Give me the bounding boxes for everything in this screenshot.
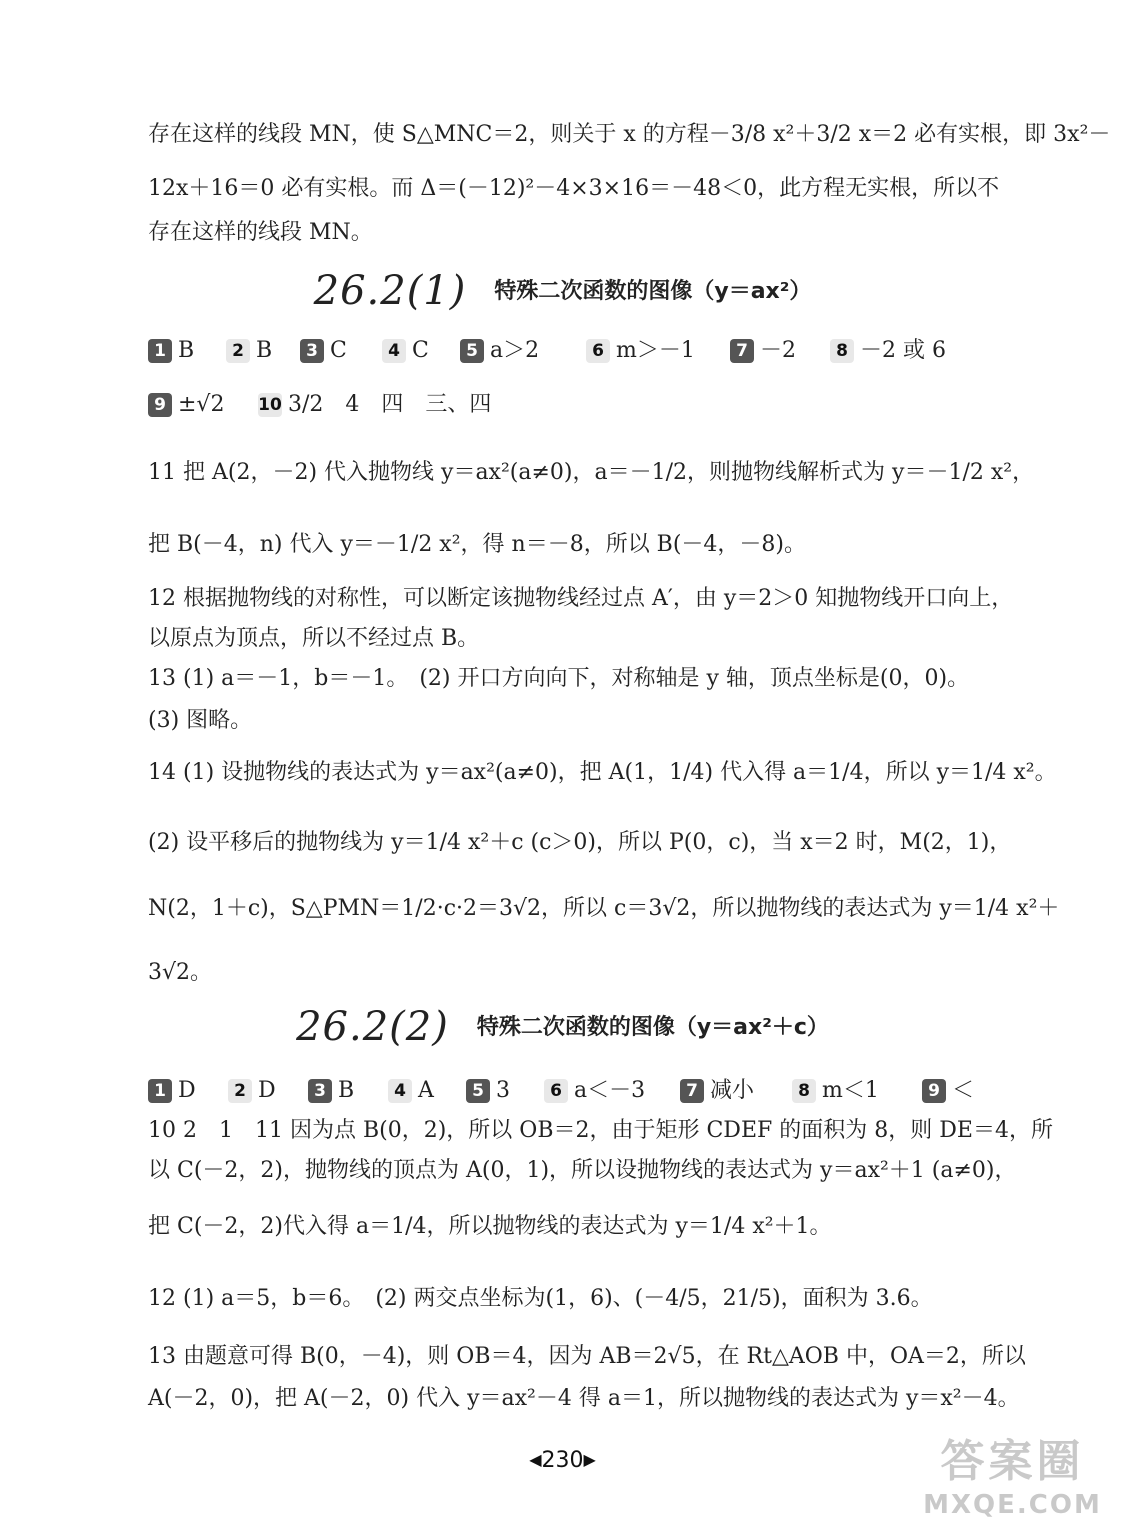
answer-5 [466, 1078, 510, 1104]
answer-6 [544, 1078, 645, 1104]
section2-line-6 [148, 1388, 1030, 1410]
text: 12 (1) a＝5，b＝6。 (2) 两交点坐标为(1，6)、(－4/5，21/5)，面积为 3.6。 [148, 1286, 933, 1311]
question-number-badge: 1 [148, 1079, 172, 1103]
answer-text: A [418, 1078, 434, 1103]
question-number-badge: 3 [308, 1079, 332, 1103]
text: 13 由题意可得 B(0，－4)，则 OB＝4，因为 AB＝2√5，在 Rt△AOB 中，OA＝2，所以 [148, 1344, 1026, 1369]
section1-line-5 [148, 668, 1030, 690]
answer-9 [148, 392, 224, 418]
answer-3 [308, 1078, 354, 1104]
answer-text: B [338, 1078, 355, 1103]
text: A(－2，0)，把 A(－2，0) 代入 y＝ax²－4 得 a＝1，所以抛物线的表达式为 y＝x²－4。 [148, 1386, 1020, 1411]
answer-text: 减小 [710, 1078, 755, 1103]
question-number-badge: 4 [382, 339, 406, 363]
text: 10 2 1 11 因为点 B(0，2)，所以 OB＝2，由于矩形 CDEF 的面积为 8，则 DE＝4，所 [148, 1118, 1053, 1143]
answer-text: B [178, 338, 195, 363]
section-heading-2 [0, 1004, 1125, 1050]
left-arrow-icon: ◀ [529, 1450, 542, 1469]
text: 3√2。 [148, 960, 213, 985]
section1-line-4 [148, 628, 1030, 650]
section1-line-1 [148, 460, 1035, 485]
text: N(2，1＋c)，S△PMN＝1/2·c·2＝3√2，所以 c＝3√2，所以抛物线的表达式为 y＝1/4 x²＋ [148, 896, 1060, 921]
text: 存在这样的线段 MN。 [148, 220, 373, 245]
section1-line-8 [148, 832, 1030, 854]
answer-8 [830, 338, 946, 364]
intro-line-2 [148, 178, 1030, 200]
intro-line-3 [148, 222, 1030, 244]
text: (2) 设平移后的抛物线为 y＝1/4 x²＋c (c＞0)，所以 P(0，c)，当 x＝2 时，M(2，1)， [148, 830, 1012, 855]
answer-text: D [258, 1078, 276, 1103]
text: 12 根据抛物线的对称性，可以断定该抛物线经过点 A′，由 y＝2＞0 知抛物线开口向上， [148, 586, 1014, 611]
text: 把 B(－4，n) 代入 y＝－1/2 x²，得 n＝－8，所以 B(－4，－8)。 [148, 532, 807, 557]
section-title: 特殊二次函数的图像（y＝ax²＋c） [476, 1015, 829, 1040]
text: 存在这样的线段 MN，使 S△MNC＝2，则关于 x 的方程－3/8 x²＋3/2 x＝2 必有实根，即 3x²－ [148, 122, 1111, 147]
answer-text: D [178, 1078, 196, 1103]
answer-text: －2 或 6 [860, 338, 946, 363]
answer-7 [730, 338, 796, 364]
answer-1 [148, 338, 194, 364]
answer-9 [922, 1078, 974, 1104]
answer-text: 3/2 4 四 三、四 [288, 392, 492, 417]
answer-2 [226, 338, 272, 364]
question-number-badge: 6 [586, 339, 610, 363]
answer-text: ±√2 [178, 392, 225, 417]
text: (3) 图略。 [148, 708, 253, 733]
question-number-badge: 6 [544, 1079, 568, 1103]
text: 13 (1) a＝－1，b＝－1。 (2) 开口方向向下，对称轴是 y 轴，顶点坐标是(0，0)。 [148, 666, 970, 691]
right-arrow-icon: ▶ [583, 1450, 596, 1469]
answer-text: m＜1 [822, 1078, 879, 1103]
answer-text: a＞2 [490, 338, 540, 363]
section2-line-2 [148, 1160, 1030, 1182]
question-number-badge: 7 [730, 339, 754, 363]
section2-line-1 [148, 1118, 1053, 1143]
question-number-badge: 10 [258, 395, 282, 415]
question-number-badge: 7 [680, 1079, 704, 1103]
question-number-badge: 5 [460, 339, 484, 363]
question-number-badge: 9 [148, 393, 172, 417]
answer-text: －2 [760, 338, 796, 363]
section1-line-10 [148, 962, 1030, 984]
answer-5 [460, 338, 539, 364]
answer-10 [258, 392, 491, 418]
answer-1 [148, 1078, 196, 1104]
text: 把 C(－2，2)代入得 a＝1/4，所以抛物线的表达式为 y＝1/4 x²＋1。 [148, 1214, 832, 1239]
answer-2 [228, 1078, 276, 1104]
question-number-badge: 2 [228, 1079, 252, 1103]
section-number: 26.2(2) [296, 1004, 449, 1050]
watermark-logo [915, 1436, 1110, 1528]
answer-text: B [256, 338, 273, 363]
answer-6 [586, 338, 695, 364]
section2-line-5 [148, 1346, 1030, 1368]
answer-text: C [330, 338, 347, 363]
section2-line-3 [148, 1216, 1030, 1238]
intro-line-1 [148, 122, 1111, 147]
section-number: 26.2(1) [313, 268, 467, 314]
question-number-badge: 1 [148, 339, 172, 363]
page-number-text: 230 [541, 1448, 584, 1473]
question-number-badge: 3 [300, 339, 324, 363]
question-number-badge: 5 [466, 1079, 490, 1103]
text: 以 C(－2，2)，抛物线的顶点为 A(0，1)，所以设抛物线的表达式为 y＝ax²＋1 (a≠0)， [148, 1158, 1017, 1183]
answer-3 [300, 338, 347, 364]
question-number-badge: 2 [226, 339, 250, 363]
section1-line-3 [148, 588, 1030, 610]
answer-4 [388, 1078, 434, 1104]
question-number-badge: 8 [830, 339, 854, 363]
section1-line-9 [148, 896, 1060, 921]
answer-8 [792, 1078, 879, 1104]
answer-4 [382, 338, 429, 364]
answer-text: C [412, 338, 429, 363]
answer-text: a＜－3 [574, 1078, 646, 1103]
text: 14 (1) 设抛物线的表达式为 y＝ax²(a≠0)，把 A(1，1/4) 代入得 a＝1/4，所以 y＝1/4 x²。 [148, 760, 1057, 785]
answer-text: m＞－1 [616, 338, 695, 363]
section-title: 特殊二次函数的图像（y＝ax²） [494, 279, 812, 304]
section-heading-1 [0, 268, 1125, 314]
question-number-badge: 8 [792, 1079, 816, 1103]
section1-line-6 [148, 710, 1030, 732]
text: 12x＋16＝0 必有实根。而 Δ＝(－12)²－4×3×16＝－48＜0，此方程无实根，所以不 [148, 176, 1000, 201]
watermark-top-text: 答案圈 [940, 1436, 1085, 1487]
section2-line-4 [148, 1288, 1030, 1310]
watermark-bottom-text: MXQE.COM [923, 1490, 1102, 1520]
question-number-badge: 4 [388, 1079, 412, 1103]
question-number-badge: 9 [922, 1079, 946, 1103]
section1-line-2 [148, 534, 1030, 556]
answer-7 [680, 1078, 754, 1104]
answer-text: ＜ [952, 1078, 975, 1103]
text: 11 把 A(2，－2) 代入抛物线 y＝ax²(a≠0)，a＝－1/2，则抛物线解析式为 y＝－1/2 x²， [148, 460, 1035, 485]
text: 以原点为顶点，所以不经过点 B。 [148, 626, 480, 651]
answer-text: 3 [496, 1078, 510, 1103]
section1-line-7 [148, 760, 1057, 785]
